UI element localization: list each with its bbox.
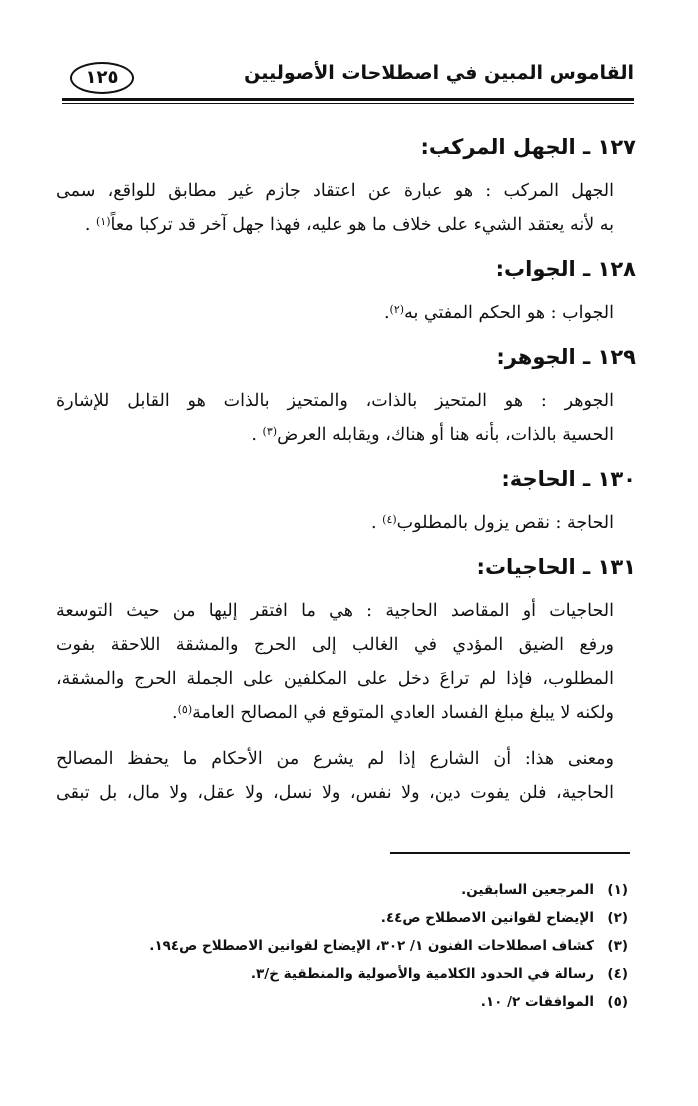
footnote-number: (٣) [607, 938, 628, 954]
text-line [56, 296, 636, 330]
page-header [62, 58, 634, 98]
entry-paragraph [56, 742, 636, 810]
line-end-punctuation: . [84, 215, 96, 235]
text-line [56, 742, 636, 776]
entry-paragraph [56, 506, 636, 540]
page-number: ١٢٥ [70, 62, 134, 94]
footnote [68, 904, 628, 932]
footnotes [68, 876, 628, 1016]
entry-heading: ١٢٨ ـ الجواب: [495, 257, 636, 281]
footnote [68, 960, 628, 988]
line-text: ولكنه لا يبلغ مبلغ الفساد العادي المتوقع في المصالح العامة [192, 703, 614, 723]
footnote-marker[interactable]: (٥) [177, 703, 193, 716]
line-text: الجهل المركب : هو عبارة عن اعتقاد جازم غير مطابق للواقع، سمى [56, 181, 614, 201]
header-rule-thin [62, 103, 634, 104]
footnote-marker[interactable]: (٣) [262, 425, 278, 438]
footnote-marker[interactable]: (٢) [389, 303, 405, 316]
entry-heading: ١٢٩ ـ الجوهر: [496, 345, 636, 369]
text-line [56, 594, 636, 628]
entry-paragraph [56, 384, 636, 452]
footnote-number: (٤) [607, 966, 628, 982]
header-rule [62, 98, 634, 101]
line-end-punctuation: . [371, 513, 383, 533]
footnote-text: كشاف اصطلاحات الفنون ١/ ٣٠٢، الإيضاح لقوانين الاصطلاح ص١٩٤. [149, 938, 594, 954]
footnote-text: رسالة في الحدود الكلامية والأصولية والمنطقية خ/٣. [250, 966, 594, 982]
text-line [56, 662, 636, 696]
entry-heading: ١٣٠ ـ الحاجة: [501, 467, 636, 491]
footnote-number: (٥) [607, 994, 628, 1010]
footnote-marker[interactable]: (٤) [382, 513, 397, 526]
line-text: ومعنى هذا: أن الشارع إذا لم يشرع من الأحكام ما يحفظ المصالح [56, 749, 614, 769]
text-line [56, 506, 636, 540]
running-title: القاموس المبين في اصطلاحات الأصوليين [244, 62, 634, 84]
footnote-separator [390, 852, 630, 854]
line-end-punctuation: . [383, 303, 390, 323]
footnote-number: (٢) [607, 910, 628, 926]
entry-paragraph [56, 174, 636, 242]
line-text: ورفع الضيق المؤدي في الغالب إلى الحرج والمشقة اللاحقة بفوت [56, 635, 614, 655]
text-line [56, 696, 636, 730]
entry-heading: ١٢٧ ـ الجهل المركب: [420, 135, 636, 159]
line-text: الجوهر : هو المتحيز بالذات، والمتحيز بالذات هو القابل للإشارة [56, 391, 614, 411]
footnote [68, 988, 628, 1016]
line-text: الجواب : هو الحكم المفتي به [404, 303, 614, 323]
line-end-punctuation: . [172, 703, 178, 723]
entry-paragraph [56, 296, 636, 330]
entry-heading: ١٣١ ـ الحاجيات: [476, 555, 636, 579]
footnote [68, 876, 628, 904]
footnote-marker[interactable]: (١) [96, 215, 111, 228]
entry-paragraph [56, 594, 636, 730]
text-line [56, 384, 636, 418]
line-text: الحاجيات أو المقاصد الحاجية : هي ما افتقر إليها من حيث التوسعة [56, 601, 614, 621]
line-text: الحاجية، فلن يفوت دين، ولا نفس، ولا نسل، ولا عقل، ولا مال، بل تبقى [56, 783, 614, 803]
main-text [56, 132, 636, 822]
footnote [68, 932, 628, 960]
footnote-text: الإيضاح لقوانين الاصطلاح ص٤٤. [380, 910, 594, 926]
footnote-text: الموافقات ٢/ ١٠. [480, 994, 594, 1010]
line-end-punctuation: . [251, 425, 263, 445]
text-line [56, 208, 636, 242]
text-line [56, 174, 636, 208]
line-text: الحسية بالذات، بأنه هنا أو هناك، ويقابله العرض [277, 425, 614, 445]
line-text: به لأنه يعتقد الشيء على خلاف ما هو عليه، فهذا جهل آخر قد تركبا معاً [110, 215, 614, 235]
footnote-text: المرجعين السابقين. [461, 882, 594, 898]
text-line [56, 418, 636, 452]
text-line [56, 628, 636, 662]
line-text: الحاجة : نقص يزول بالمطلوب [396, 513, 614, 533]
text-line [56, 776, 636, 810]
line-text: المطلوب، فإذا لم تراعَ دخل على المكلفين على الجملة الحرج والمشقة، [56, 669, 614, 689]
footnote-number: (١) [607, 882, 628, 898]
